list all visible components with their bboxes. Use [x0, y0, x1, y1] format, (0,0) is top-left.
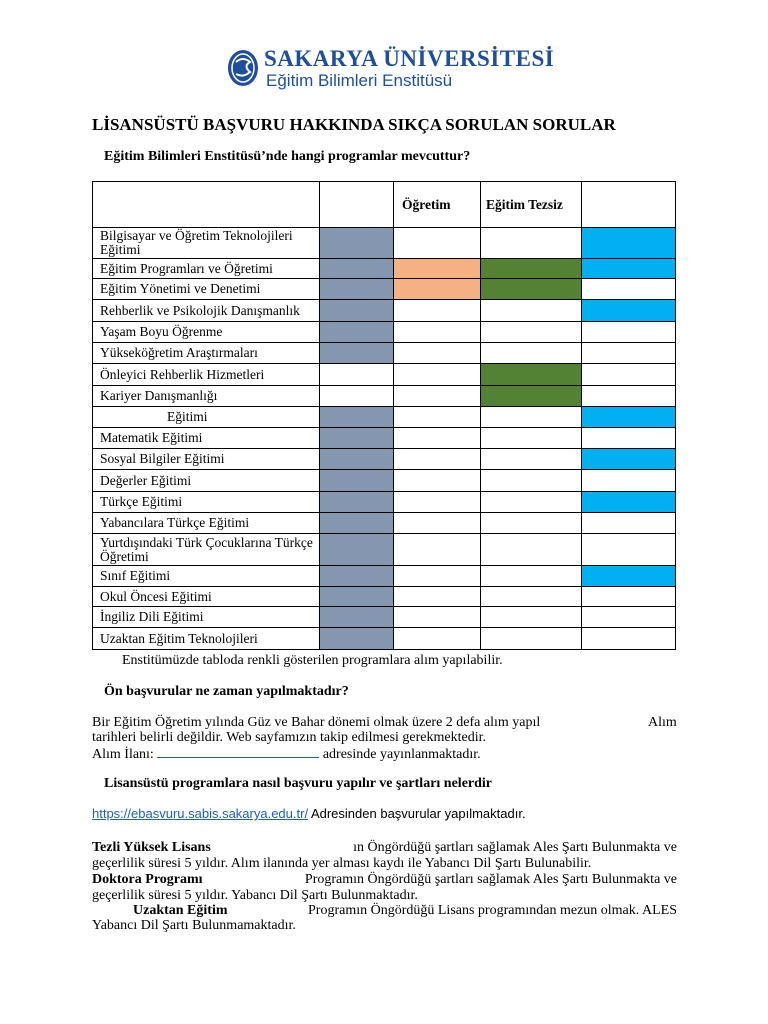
program-cell-green — [481, 259, 582, 279]
table-row — [93, 322, 676, 343]
uzaktan-line1 — [92, 903, 677, 918]
program-cell-empty — [394, 343, 481, 364]
program-cell-empty — [481, 470, 582, 492]
table-header-cell: Öğretim — [394, 182, 481, 228]
tezli-text2: geçerlilik süresi 5 yıldır. Alım ilanında yer alması kaydı ile Yabancı Dil Şartı Bulunabilir. — [92, 856, 592, 871]
table-header-cell — [93, 182, 320, 228]
program-cell-blue — [582, 492, 676, 513]
program-cell-empty — [394, 300, 481, 322]
tezli-line1 — [92, 840, 677, 855]
programs-table — [92, 181, 676, 650]
program-cell-empty — [394, 322, 481, 343]
doktora-text1: Programın Öngördüğü şartları sağlamak Ales Şartı Bulunmakta ve — [304, 872, 677, 887]
program-cell-empty — [394, 513, 481, 534]
program-name: Rehberlik ve Psikolojik Danışmanlık — [93, 300, 320, 322]
program-cell-empty — [481, 587, 582, 607]
program-cell-empty — [481, 628, 582, 650]
tezli-text1: ın Öngördüğü şartları sağlamak Ales Şartı Bulunmakta ve — [353, 840, 677, 855]
program-name: Önleyici Rehberlik Hizmetleri — [93, 364, 320, 386]
program-cell-blue — [582, 407, 676, 428]
program-cell-grey — [320, 607, 394, 628]
program-cell-empty — [394, 492, 481, 513]
uzaktan-text2: Yabancı Dil Şartı Bulunmamaktadır. — [92, 918, 296, 933]
program-cell-empty — [582, 587, 676, 607]
question-programs: Eğitim Bilimleri Enstitüsü’nde hangi programlar mevcuttur? — [104, 149, 471, 164]
program-name: İngiliz Dili Eğitimi — [93, 607, 320, 628]
question-application: Lisansüstü programlara nasıl başvuru yapılır ve şartları nelerdir — [104, 776, 493, 791]
program-name: Sınıf Eğitimi — [93, 566, 320, 587]
program-cell-blue — [582, 228, 676, 259]
program-cell-empty — [582, 628, 676, 650]
announcement-link-blank[interactable] — [157, 745, 319, 758]
program-name: Uzaktan Eğitim Teknolojileri — [93, 628, 320, 650]
table-row — [93, 279, 676, 300]
program-cell-grey — [320, 279, 394, 300]
program-cell-empty — [582, 322, 676, 343]
program-cell-grey — [320, 513, 394, 534]
program-cell-empty — [394, 534, 481, 566]
table-row — [93, 492, 676, 513]
table-row — [93, 628, 676, 650]
program-cell-empty — [394, 428, 481, 449]
program-cell-empty — [582, 386, 676, 407]
dates-text-line1-end: Alım — [648, 715, 677, 730]
program-cell-empty — [394, 628, 481, 650]
program-cell-blue — [582, 300, 676, 322]
university-name: SAKARYA ÜNİVERSİTESİ — [264, 46, 555, 71]
program-cell-blue — [582, 449, 676, 470]
program-name: Kariyer Danışmanlığı — [93, 386, 320, 407]
program-cell-empty — [481, 300, 582, 322]
program-cell-grey — [320, 428, 394, 449]
table-row — [93, 428, 676, 449]
announcement-label: Alım İlanı: — [92, 747, 154, 762]
university-emblem-icon — [226, 48, 260, 88]
program-cell-empty — [394, 566, 481, 587]
application-link-suffix: Adresinden başvurular yapılmaktadır. — [308, 806, 526, 821]
program-cell-empty — [582, 607, 676, 628]
application-link-line — [92, 806, 526, 821]
table-row — [93, 534, 676, 566]
program-cell-grey — [320, 343, 394, 364]
program-name: Yurtdışındaki Türk Çocuklarına Türkçe Öğretimi — [93, 534, 320, 566]
uzaktan-text1: Programın Öngördüğü Lisans programından mezun olmak. ALES — [308, 903, 677, 918]
program-name: Türkçe Eğitimi — [93, 492, 320, 513]
program-cell-green — [481, 386, 582, 407]
table-note: Enstitümüzde tabloda renkli gösterilen programlara alım yapılabilir. — [122, 653, 503, 668]
program-cell-empty — [582, 513, 676, 534]
institute-name: Eğitim Bilimleri Enstitüsü — [266, 71, 453, 90]
table-row — [93, 607, 676, 628]
program-cell-empty — [481, 492, 582, 513]
program-cell-empty — [394, 364, 481, 386]
program-name: Yaşam Boyu Öğrenme — [93, 322, 320, 343]
program-cell-empty — [582, 534, 676, 566]
program-cell-grey — [320, 628, 394, 650]
program-cell-grey — [320, 492, 394, 513]
program-cell-empty — [481, 534, 582, 566]
program-cell-grey — [320, 259, 394, 279]
program-cell-empty — [394, 449, 481, 470]
table-row — [93, 259, 676, 279]
table-row — [93, 228, 676, 259]
tezli-label: Tezli Yüksek Lisans — [92, 840, 211, 855]
program-cell-empty — [394, 587, 481, 607]
program-cell-empty — [481, 513, 582, 534]
table-header-cell — [582, 182, 676, 228]
program-cell-empty — [394, 607, 481, 628]
program-cell-empty — [481, 428, 582, 449]
page-title: LİSANSÜSTÜ BAŞVURU HAKKINDA SIKÇA SORULAN SORULAR — [92, 115, 616, 134]
dates-text-line1: Bir Eğitim Öğretim yılında Güz ve Bahar dönemi olmak üzere 2 defa alım yapıl — [92, 715, 541, 730]
table-row — [93, 449, 676, 470]
program-cell-empty — [394, 228, 481, 259]
table-row — [93, 566, 676, 587]
program-cell-empty — [320, 386, 394, 407]
program-cell-grey — [320, 449, 394, 470]
dates-text-line2: tarihleri belirli değildir. Web sayfamızın takip edilmesi gerekmektedir. — [92, 730, 486, 745]
program-cell-grey — [320, 566, 394, 587]
program-cell-grey — [320, 587, 394, 607]
table-row — [93, 470, 676, 492]
table-row — [93, 300, 676, 322]
table-row — [93, 587, 676, 607]
program-cell-empty — [582, 279, 676, 300]
program-cell-grey — [320, 300, 394, 322]
program-cell-blue — [582, 259, 676, 279]
doktora-text2: geçerlilik süresi 5 yıldır. Yabancı Dil Şartı Bulunmaktadır. — [92, 888, 418, 903]
program-cell-green — [481, 279, 582, 300]
university-logo — [226, 46, 571, 96]
announcement-line — [92, 745, 481, 762]
doktora-label: Doktora Programı — [92, 872, 203, 887]
table-row — [93, 364, 676, 386]
program-cell-empty — [582, 470, 676, 492]
table-row — [93, 343, 676, 364]
program-cell-grey — [320, 534, 394, 566]
program-cell-blue — [582, 566, 676, 587]
program-cell-empty — [481, 343, 582, 364]
application-link[interactable]: https://ebasvuru.sabis.sakarya.edu.tr/ — [92, 806, 309, 821]
program-name: Değerler Eğitimi — [93, 470, 320, 492]
program-cell-empty — [582, 364, 676, 386]
program-cell-empty — [394, 386, 481, 407]
program-cell-grey — [320, 322, 394, 343]
program-cell-empty — [481, 607, 582, 628]
program-cell-empty — [481, 407, 582, 428]
program-name: Matematik Eğitimi — [93, 428, 320, 449]
program-cell-empty — [481, 322, 582, 343]
program-cell-grey — [320, 228, 394, 259]
table-header-cell — [320, 182, 394, 228]
program-cell-orange — [394, 279, 481, 300]
program-cell-empty — [481, 566, 582, 587]
program-name: Eğitimi — [93, 407, 320, 428]
program-name: Okul Öncesi Eğitimi — [93, 587, 320, 607]
table-row — [93, 407, 676, 428]
program-name: Eğitim Programları ve Öğretimi — [93, 259, 320, 279]
program-name: Sosyal Bilgiler Eğitimi — [93, 449, 320, 470]
table-row — [93, 386, 676, 407]
program-cell-empty — [394, 470, 481, 492]
program-name: Bilgisayar ve Öğretim Teknolojileri Eğitimi — [93, 228, 320, 259]
program-cell-empty — [320, 364, 394, 386]
question-dates: Ön başvurular ne zaman yapılmaktadır? — [104, 684, 349, 699]
table-row — [93, 513, 676, 534]
program-cell-empty — [582, 428, 676, 449]
announcement-suffix: adresinde yayınlanmaktadır. — [322, 747, 481, 762]
program-cell-green — [481, 364, 582, 386]
program-cell-grey — [320, 470, 394, 492]
program-cell-empty — [481, 449, 582, 470]
doktora-line1 — [92, 872, 677, 887]
program-cell-orange — [394, 259, 481, 279]
program-name: Yabancılara Türkçe Eğitimi — [93, 513, 320, 534]
program-name: Yükseköğretim Araştırmaları — [93, 343, 320, 364]
table-header-cell: Eğitim Tezsiz — [481, 182, 582, 228]
program-cell-empty — [582, 343, 676, 364]
uzaktan-label: Uzaktan Eğitim — [133, 903, 228, 918]
program-cell-empty — [394, 407, 481, 428]
program-cell-grey — [320, 407, 394, 428]
table-header-row — [93, 182, 676, 228]
program-cell-empty — [481, 228, 582, 259]
program-name: Eğitim Yönetimi ve Denetimi — [93, 279, 320, 300]
